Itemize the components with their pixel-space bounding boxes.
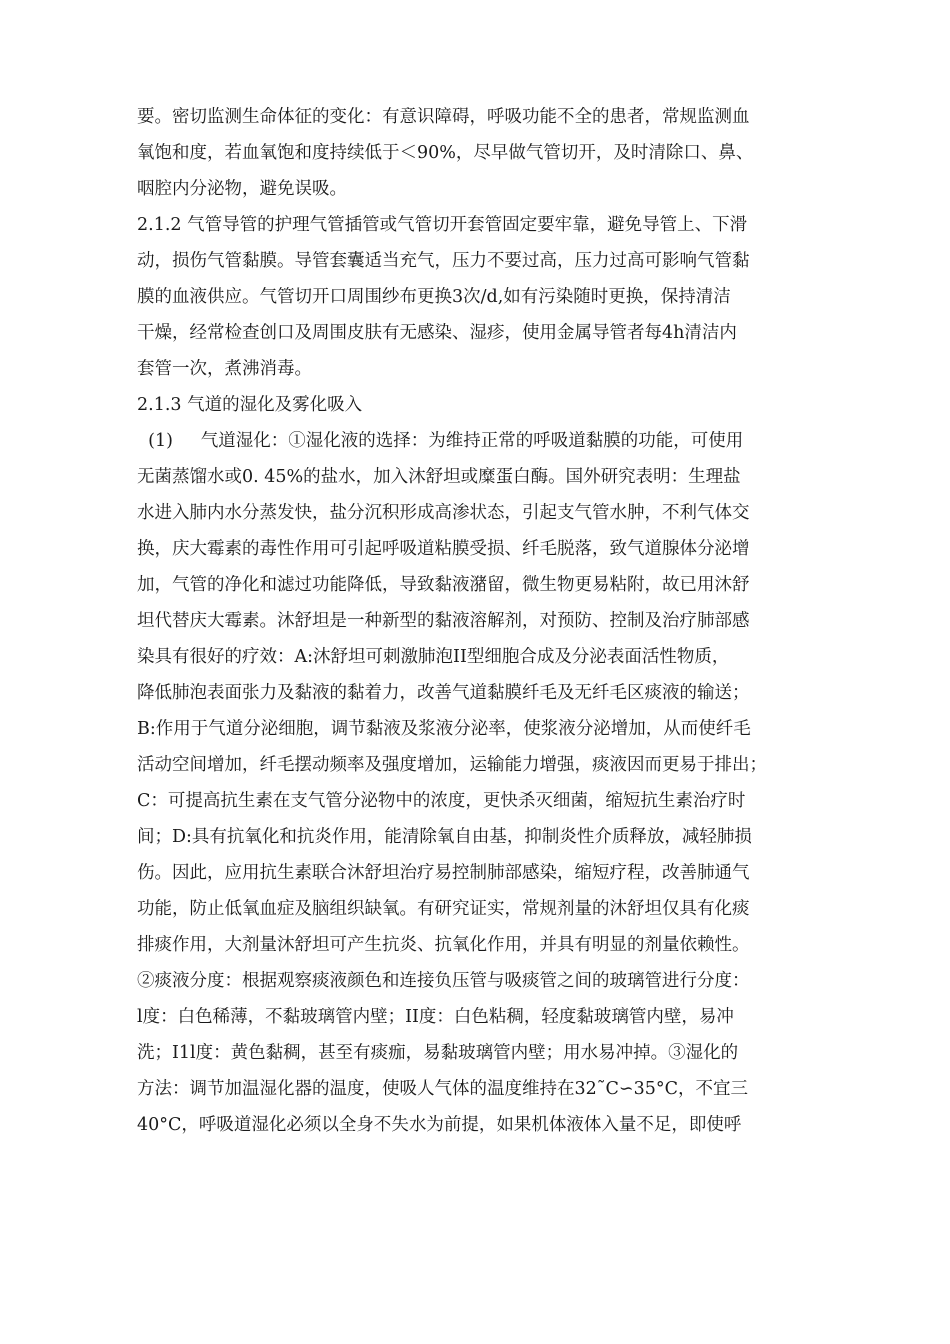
text-line: 动，损伤气管黏膜。导管套囊适当充气，压力不要过高，压力过高可影响气管黏 (137, 251, 750, 271)
text-line: 洗；I1l度：黄色黏稠，甚至有痰痂，易黏玻璃管内壁；用水易冲掉。③湿化的 (137, 1043, 739, 1063)
text-line: 要。密切监测生命体征的变化：有意识障碍，呼吸功能不全的患者，常规监测血 (137, 107, 750, 127)
text-line: C：可提高抗生素在支气管分泌物中的浓度，更快杀灭细菌，缩短抗生素治疗时 (137, 791, 746, 811)
text-line: 染具有很好的疗效：A:沐舒坦可刺激肺泡II型细胞合成及分泌表面活性物质， (137, 647, 730, 667)
text-line: 咽腔内分泌物，避免误吸。 (137, 179, 347, 199)
text-line: 伤。因此，应用抗生素联合沐舒坦治疗易控制肺部感染，缩短疗程，改善肺通气 (137, 863, 750, 883)
text-line: 膜的血液供应。气管切开口周围纱布更换3次/d,如有污染随时更换，保持清洁 (137, 287, 731, 307)
body-text (137, 99, 827, 1143)
text-line: ②痰液分度：根据观察痰液颜色和连接负压管与吸痰管之间的玻璃管进行分度： (137, 971, 750, 991)
text-line: 加，气管的净化和滤过功能降低，导致黏液潴留，微生物更易粘附，故已用沐舒 (137, 575, 750, 595)
text-line: 套管一次，煮沸消毒。 (137, 359, 312, 379)
text-line: 功能，防止低氧血症及脑组织缺氧。有研究证实，常规剂量的沐舒坦仅具有化痰 (137, 899, 750, 919)
text-line: 降低肺泡表面张力及黏液的黏着力，改善气道黏膜纤毛及无纤毛区痰液的输送； (137, 683, 750, 703)
text-line: B:作用于气道分泌细胞，调节黏液及浆液分泌率，使浆液分泌增加，从而使纤毛 (137, 719, 751, 739)
text-line: 排痰作用，大剂量沐舒坦可产生抗炎、抗氧化作用，并具有明显的剂量依赖性。 (137, 935, 750, 955)
text-line: 换，庆大霉素的毒性作用可引起呼吸道粘膜受损、纤毛脱落，致气道腺体分泌增 (137, 539, 750, 559)
section-heading-2-1-2: 2.1.2 气管导管的护理气管插管或气管切开套管固定要牢靠，避免导管上、下滑 (137, 215, 748, 235)
text-line: 坦代替庆大霉素。沐舒坦是一种新型的黏液溶解剂，对预防、控制及治疗肺部感 (137, 611, 750, 631)
text-line: l度：白色稀薄，不黏玻璃管内壁；II度：白色粘稠，轻度黏玻璃管内壁，易冲 (137, 1007, 734, 1027)
text-line: 方法：调节加温湿化器的温度，使吸人气体的温度维持在32˜C∽35°C，不宜三 (137, 1079, 748, 1099)
text-line: 氧饱和度，若血氧饱和度持续低于＜90%，尽早做气管切开，及时清除口、鼻、 (137, 143, 754, 163)
section-heading-2-1-3: 2.1.3 气道的湿化及雾化吸入 (137, 395, 363, 415)
text-line: 活动空间增加，纤毛摆动频率及强度增加，运输能力增强，痰液因而更易于排出； (137, 755, 767, 775)
text-line: 40°C，呼吸道湿化必须以全身不失水为前提，如果机体液体入量不足，即使呼 (137, 1115, 742, 1135)
text-line: 干燥，经常检查创口及周围皮肤有无感染、湿疹，使用金属导管者每4h清洁内 (137, 323, 737, 343)
text-line: 无菌蒸馏水或0. 45%的盐水，加入沐舒坦或糜蛋白酶。国外研究表明：生理盐 (137, 467, 741, 487)
list-item-1: (1) 气道湿化：①湿化液的选择：为维持正常的呼吸道黏膜的功能，可使用 (137, 431, 744, 451)
text-line: 水进入肺内水分蒸发快，盐分沉积形成高渗状态，引起支气管水肿，不利气体交 (137, 503, 750, 523)
text-line: 间；D:具有抗氧化和抗炎作用，能清除氧自由基，抑制炎性介质释放，减轻肺损 (137, 827, 752, 847)
